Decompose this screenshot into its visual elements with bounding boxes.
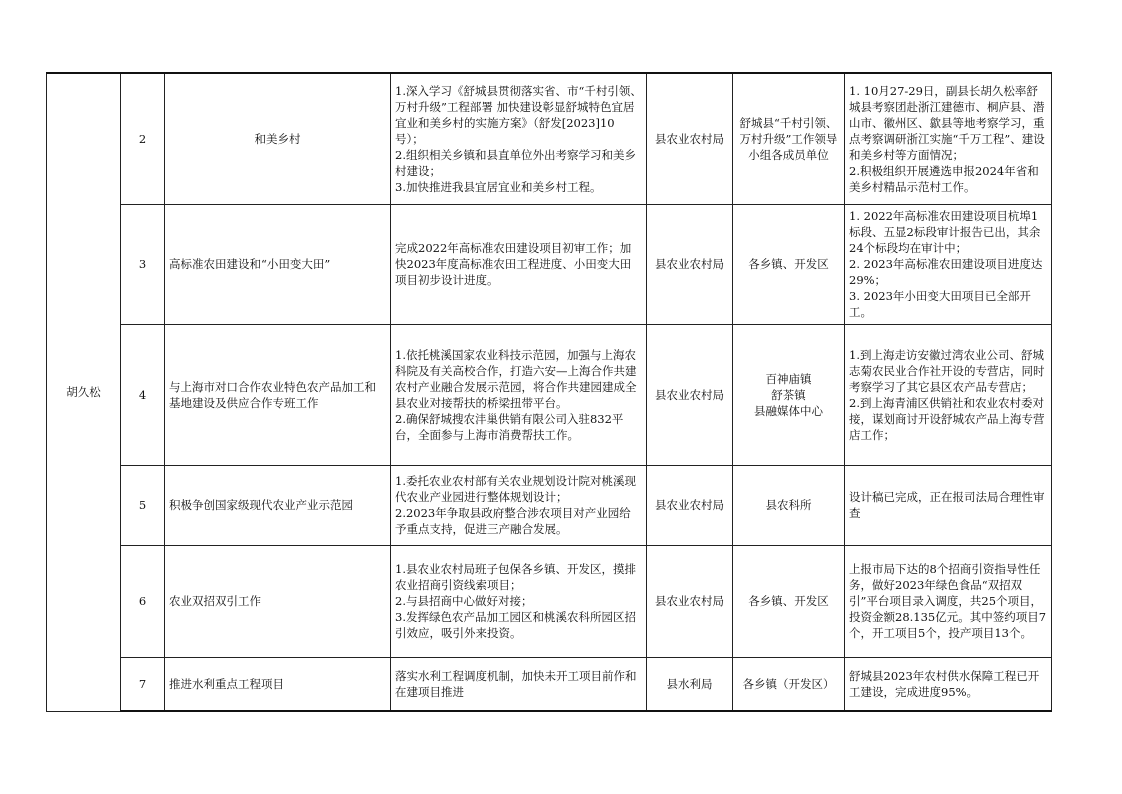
progress-cell bbox=[845, 324, 1052, 465]
cell-line: 3. 2023年小田变大田项目已全部开工。 bbox=[849, 289, 1031, 319]
task-name: 高标准农田建设和“小田变大田” bbox=[165, 204, 391, 324]
cell-line: 各乡镇、开发区 bbox=[748, 594, 829, 608]
task-name: 与上海市对口合作农业特色农产品加工和基地建设及供应合作专班工作 bbox=[165, 324, 391, 465]
cell-line: 1.深入学习《舒城县贯彻落实省、市“千村引领、万村升级”工程部署 加快建设彰显舒城特色宜居宜业和美乡村的实施方案》（舒发[2023]10号）； bbox=[395, 83, 642, 146]
lead-unit: 县农业农村局 bbox=[647, 204, 733, 324]
progress-cell bbox=[845, 73, 1052, 204]
lead-unit: 县农业农村局 bbox=[647, 73, 733, 204]
cell-line: 3.发挥绿色农产品加工园区和桃溪农科所园区招引效应，吸引外来投资。 bbox=[395, 610, 636, 640]
cell-line: 县融媒体中心 bbox=[754, 403, 823, 418]
row-number: 2 bbox=[121, 73, 165, 204]
lead-unit: 县农业农村局 bbox=[647, 324, 733, 465]
table-row bbox=[47, 73, 1052, 204]
cell-line: 县农科所 bbox=[765, 498, 812, 512]
table-body bbox=[47, 73, 1052, 711]
task-name: 推进水利重点工程项目 bbox=[165, 657, 391, 711]
task-name: 积极争创国家级现代农业产业示范园 bbox=[165, 465, 391, 545]
cell-line: 3.加快推进我县宜居宜业和美乡村工程。 bbox=[395, 179, 602, 194]
task-table bbox=[46, 72, 1052, 712]
cell-line: 舒茶镇 bbox=[771, 387, 806, 402]
measures-cell bbox=[391, 465, 647, 545]
row-number: 4 bbox=[121, 324, 165, 465]
table-row bbox=[47, 204, 1052, 324]
cell-line: 设计稿已完成，正在报司法局合理性审查 bbox=[849, 490, 1045, 520]
cell-line: 2.2023年争取县政府整合涉农项目对产业园给予重点支持，促进三产融合发展。 bbox=[395, 506, 631, 536]
measures-cell bbox=[391, 204, 647, 324]
cell-line: 各乡镇（开发区） bbox=[742, 676, 835, 691]
progress-cell bbox=[845, 465, 1052, 545]
measures-cell bbox=[391, 73, 647, 204]
progress-cell bbox=[845, 545, 1052, 657]
cell-line: 落实水利工程调度机制，加快未开工项目前作和在建项目推进 bbox=[395, 668, 637, 699]
task-name: 和美乡村 bbox=[165, 73, 391, 204]
cell-line: 2.与县招商中心做好对接； bbox=[395, 594, 533, 608]
table-row bbox=[47, 657, 1052, 711]
cell-line: 1. 10月27-29日，副县长胡久松率舒城县考察团赴浙江建德市、桐庐县、潜山市、徽州区、歙县等地考察学习，重点考察调研浙江实施“千万工程”、建设和美乡村等方面情况； bbox=[849, 83, 1045, 162]
cell-line: 1.到上海走访安徽过湾农业公司、舒城志菊农民业合作社开设的专营店，同时考察学习了其它县区农产品专营店； bbox=[849, 347, 1045, 394]
responsible-units bbox=[733, 204, 845, 324]
lead-unit: 县农业农村局 bbox=[647, 465, 733, 545]
cell-line: 上报市局下达的8个招商引资指导性任务，做好2023年绿色食品“双招双引”平台项目录入调度，共25个项目，投资金额28.135亿元。其中签约项目7个，开工项目5个，投产项目13个。 bbox=[849, 562, 1047, 640]
cell-line: 2.组织相关乡镇和县直单位外出考察学习和美乡村建设； bbox=[395, 147, 636, 178]
table-row bbox=[47, 465, 1052, 545]
measures-cell bbox=[391, 657, 647, 711]
progress-cell bbox=[845, 657, 1052, 711]
cell-line: 完成2022年高标准农田建设项目初审工作；加快2023年度高标准农田工程进度、小田变大田项目初步设计进度。 bbox=[395, 241, 632, 287]
cell-line: 各乡镇、开发区 bbox=[748, 257, 829, 271]
lead-unit: 县水利局 bbox=[647, 657, 733, 711]
cell-line: 1.依托桃溪国家农业科技示范园，加强与上海农科院及有关高校合作，打造六安—上海合作共建农村产业融合发展示范园，将合作共建园建成全县农业对接帮扶的桥梁扭带平台。 bbox=[395, 347, 637, 410]
responsible-units bbox=[733, 73, 845, 204]
cell-line: 舒城县2023年农村供水保障工程已开工建设，完成进度95%。 bbox=[849, 668, 1040, 699]
leader-cell: 胡久松 bbox=[47, 73, 121, 711]
responsible-units bbox=[733, 324, 845, 465]
table-row bbox=[47, 545, 1052, 657]
responsible-units bbox=[733, 545, 845, 657]
cell-line: 1. 2022年高标准农田建设项目杭埠1标段、五显2标段审计报告已出，其余24个标段均在审计中； bbox=[849, 209, 1041, 255]
cell-line: 2.确保舒城搜农沣巢供销有限公司入驻832平台，全面参与上海市消费帮扶工作。 bbox=[395, 411, 624, 442]
row-number: 3 bbox=[121, 204, 165, 324]
cell-line: 2.到上海青浦区供销社和农业农村委对接，谋划商讨开设舒城农产品上海专营店工作； bbox=[849, 395, 1045, 442]
responsible-units bbox=[733, 657, 845, 711]
table-row bbox=[47, 324, 1052, 465]
cell-line: 舒城县“千村引领、万村升级”工作领导小组各成员单位 bbox=[739, 115, 838, 162]
responsible-units bbox=[733, 465, 845, 545]
lead-unit: 县农业农村局 bbox=[647, 545, 733, 657]
cell-line: 2. 2023年高标准农田建设项目进度达29%； bbox=[849, 257, 1043, 287]
cell-line: 2.积极组织开展遴选申报2024年省和美乡村精品示范村工作。 bbox=[849, 163, 1039, 194]
row-number: 6 bbox=[121, 545, 165, 657]
task-name: 农业双招双引工作 bbox=[165, 545, 391, 657]
cell-line: 百神庙镇 bbox=[765, 371, 812, 386]
row-number: 7 bbox=[121, 657, 165, 711]
cell-line: 1.委托农业农村部有关农业规划设计院对桃溪现代农业产业园进行整体规划设计； bbox=[395, 474, 636, 504]
cell-line: 1.县农业农村局班子包保各乡镇、开发区，摸排农业招商引资线索项目； bbox=[395, 562, 636, 592]
progress-cell bbox=[845, 204, 1052, 324]
row-number: 5 bbox=[121, 465, 165, 545]
measures-cell bbox=[391, 545, 647, 657]
measures-cell bbox=[391, 324, 647, 465]
